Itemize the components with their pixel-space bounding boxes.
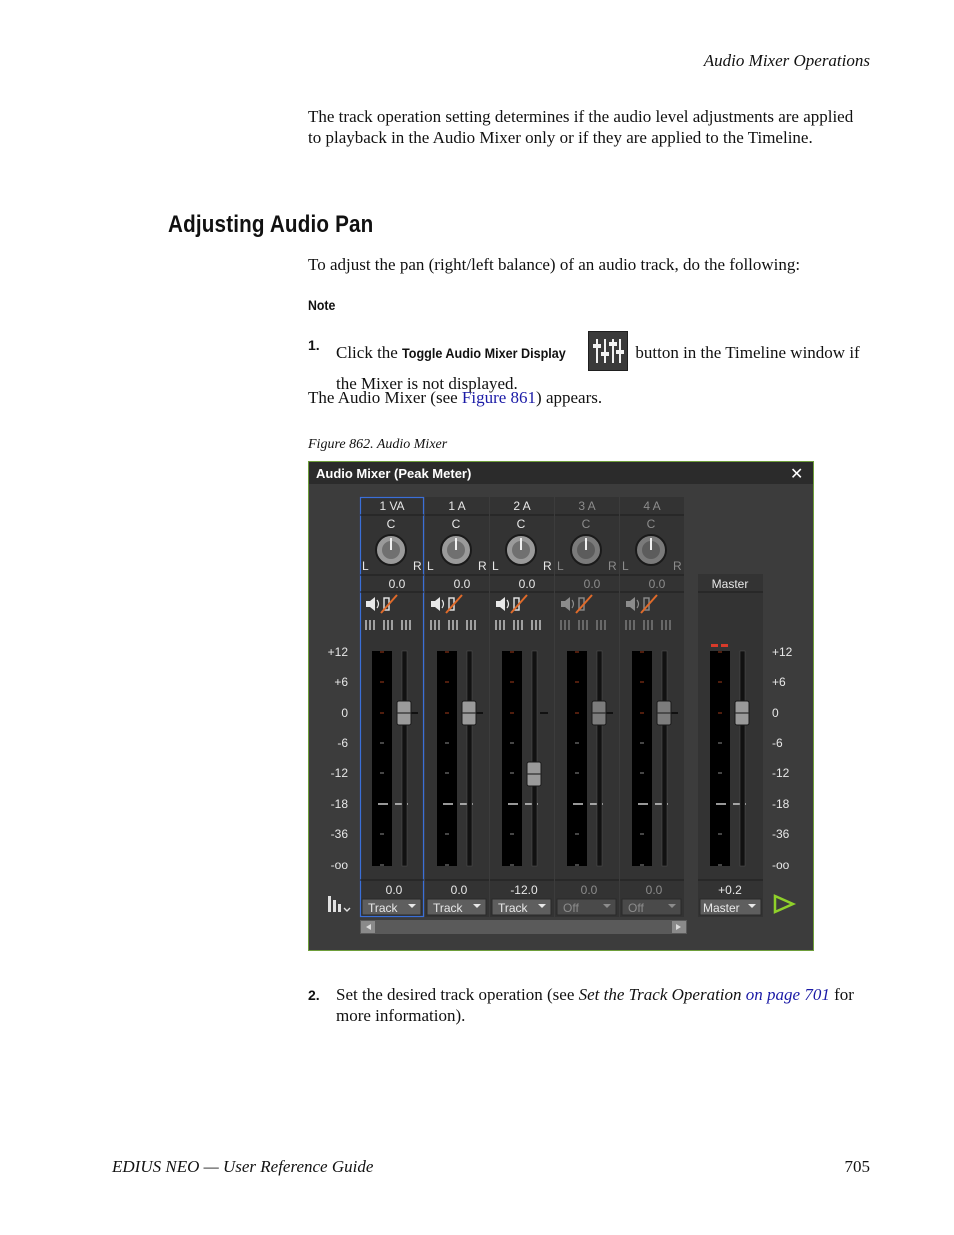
running-head: Audio Mixer Operations [703,51,870,70]
peak-hold-left [711,644,718,647]
pan-center-label: C [581,517,591,531]
scale-tick-label: 0 [341,706,348,720]
master-label: Master [711,577,749,591]
pan-left-label: L [427,559,434,573]
level-value: 0.0 [385,883,403,897]
section-title: Adjusting Audio Pan [168,211,374,238]
track-name[interactable]: 3 A [578,499,596,513]
toggle-mixer-button-icon [588,331,628,371]
scale-tick-label: -oo [330,858,348,872]
scale-tick-label: -18 [330,797,348,811]
horizontal-scrollbar[interactable] [360,920,687,934]
pan-value: 0.0 [453,577,471,591]
fader-track [532,651,537,866]
page-number: 705 [844,1157,870,1176]
level-value: -12.0 [510,883,538,897]
pan-left-label: L [622,559,629,573]
scale-tick-label: -12 [330,766,348,780]
pan-value: 0.0 [648,577,666,591]
level-value: 0.0 [450,883,468,897]
track-mode-value: Track [433,901,463,915]
pan-right-label: R [608,559,617,573]
step-1-after: button in the Timeline window if the Mixer is not displayed. [336,342,860,393]
fader-track [597,651,602,866]
peak-hold-right [721,644,728,647]
pan-center-label: C [516,517,526,531]
figure-861-link[interactable]: Figure 861 [461,388,537,407]
intro-paragraph: The track operation setting determines if the audio level adjustments are applied to playback in the Audio Mixer only or if they are applied to the Timeline. [308,107,854,147]
note-label: Note [308,297,336,313]
page-701-link[interactable]: on page 701 [745,985,830,1004]
mixer-ref-after: ) appears. [536,388,603,407]
scale-tick-label: -12 [772,766,790,780]
track-mode-dropdown[interactable] [492,899,551,915]
pan-center-label: C [386,517,396,531]
close-icon[interactable]: ✕ [790,466,804,483]
step-2-number: 2. [308,987,320,1003]
track-strip [490,497,554,917]
track-mode-dropdown[interactable] [362,899,421,915]
track-strip [620,497,684,917]
step-2-ref-title: Set the Track Operation [578,985,742,1004]
track-strip [425,497,489,917]
fader-track [662,651,667,866]
scale-tick-label: -6 [337,736,348,750]
scale-tick-label: -36 [330,827,348,841]
pan-left-label: L [362,559,369,573]
scale-tick-label: -36 [772,827,790,841]
pan-right-label: R [478,559,487,573]
step-1-ui-label: Toggle Audio Mixer Display [402,344,566,361]
track-name[interactable]: 4 A [643,499,661,513]
scale-tick-label: -oo [772,858,790,872]
footer-title: EDIUS NEO — User Reference Guide [112,1157,374,1176]
track-name[interactable]: 1 VA [379,499,405,513]
track-name[interactable]: 2 A [513,499,531,513]
pan-left-label: L [492,559,499,573]
track-mode-dropdown[interactable] [557,899,616,915]
mixer-title: Audio Mixer (Peak Meter) [316,466,472,481]
section-intro: To adjust the pan (right/left balance) of an audio track, do the following: [308,255,801,274]
step-1-text [336,334,876,395]
master-mode-value: Master [703,901,740,915]
track-mode-value: Off [563,901,579,915]
step-2-before: Set the desired track operation (see [336,985,575,1004]
master-level-value: +0.2 [718,883,742,897]
fader-track [740,651,745,866]
track-mode-dropdown[interactable] [427,899,486,915]
level-value: 0.0 [580,883,598,897]
scale-tick-label: -18 [772,797,790,811]
pan-right-label: R [673,559,682,573]
pan-value: 0.0 [518,577,536,591]
level-value: 0.0 [645,883,663,897]
master-background [698,574,763,917]
track-mode-value: Track [368,901,398,915]
pan-left-label: L [557,559,564,573]
master-strip [698,574,763,917]
pan-center-label: C [451,517,461,531]
track-name[interactable]: 1 A [448,499,466,513]
step-1-number: 1. [308,337,320,353]
pan-right-label: R [413,559,422,573]
scale-tick-label: +12 [327,645,348,659]
track-mode-value: Off [628,901,644,915]
scale-tick-label: +12 [772,645,793,659]
fader-track [467,651,472,866]
track-strip [555,497,619,917]
figure-caption: Figure 862. Audio Mixer [308,437,448,452]
track-mode-dropdown[interactable] [622,899,681,915]
scale-tick-label: 0 [772,706,779,720]
audio-mixer-panel [308,461,814,951]
track-strip [360,497,424,917]
scale-tick-label: -6 [772,736,783,750]
track-mode-value: Track [498,901,528,915]
scale-tick-label: +6 [772,675,786,689]
mixer-reference [308,388,870,409]
pan-value: 0.0 [583,577,601,591]
scale-tick-label: +6 [334,675,348,689]
mixer-ref-before: The Audio Mixer (see [308,388,458,407]
pan-right-label: R [543,559,552,573]
step-2-text [336,985,876,1026]
master-mode-dropdown[interactable] [700,899,761,915]
step-2-after: for more information). [336,985,854,1025]
pan-value: 0.0 [388,577,406,591]
fader-track [402,651,407,866]
step-1-before: Click the [336,342,398,362]
pan-center-label: C [646,517,656,531]
